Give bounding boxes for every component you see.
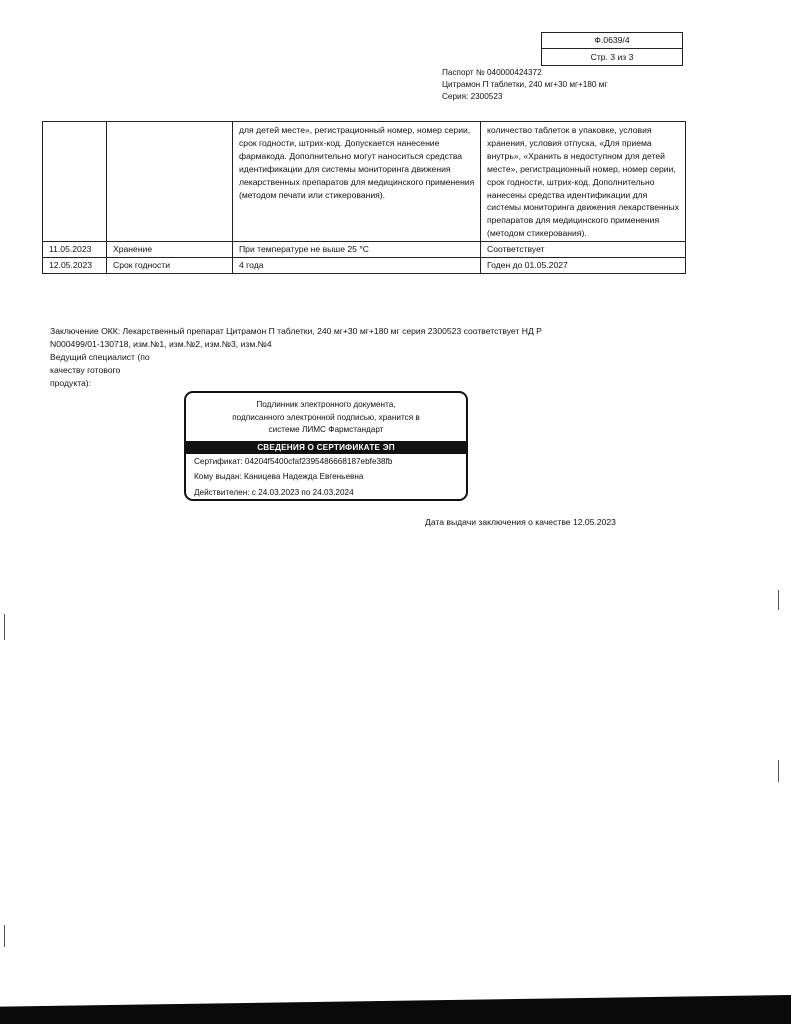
stamp-certificate: Сертификат: 04204f5400cfaf2395486668187ebfe38fb [194,456,393,466]
requirement-cell: для детей месте», регистрационный номер, номер серии, срок годности, штрих-код. Допускается нанесение фармакода. Дополнительно могут наноситься средства идентификации для системы мониторинга движения лекарственных препаратов для медицинского применения (методом печати или стикерования). [233,122,481,242]
scan-artifact [4,614,5,640]
page-number: Стр. 3 из 3 [590,52,634,62]
series-number: Серия: 2300523 [442,92,503,101]
form-code-box [541,32,683,66]
electronic-signature-stamp [184,391,468,501]
lead-specialist-label: Ведущий специалист (по качеству готового продукта): [50,352,150,388]
parameter-cell [107,122,233,242]
table-row [43,242,686,258]
parameter-cell: Хранение [107,242,233,258]
stamp-validity: Действителен: с 24.03.2023 по 24.03.2024 [194,487,354,497]
parameter-cell: Срок годности [107,258,233,274]
result-cell: Соответствует [481,242,686,258]
requirement-cell: При температуре не выше 25 °С [233,242,481,258]
passport-number: Паспорт № 040000424372 [442,68,542,77]
stamp-title: СВЕДЕНИЯ О СЕРТИФИКАТЕ ЭП [186,441,466,454]
quality-table [42,121,686,274]
scan-artifact [4,925,5,947]
scan-artifact [778,590,779,610]
scan-edge-bar [0,995,791,1024]
table-row [43,122,686,242]
table-row [43,258,686,274]
date-cell: 11.05.2023 [43,242,107,258]
qc-conclusion: Заключение ОКК: Лекарственный препарат Цитрамон П таблетки, 240 мг+30 мг+180 мг серия 2300523 соответствует НД Р N000499/01-130718, изм.№1, изм.№2, изм.№3, изм.№4 [50,326,542,349]
result-cell: количество таблеток в упаковке, условия хранения, условия отпуска, «Для приема внутрь», «Хранить в недоступном для детей месте», регистрационный номер, номер серии, срок годности, штрих-код. Дополнительно нанесены средства идентификации для системы мониторинга движения лекарственных препаратов для медицинского применения (методом стикерования). [481,122,686,242]
result-cell: Годен до 01.05.2027 [481,258,686,274]
passport-block [442,67,607,103]
requirement-cell: 4 года [233,258,481,274]
date-cell: 12.05.2023 [43,258,107,274]
product-name: Цитрамон П таблетки, 240 мг+30 мг+180 мг [442,80,608,89]
scan-artifact [778,760,779,782]
stamp-original-note: Подлинник электронного документа, подписанного электронной подписью, хранится в системе ЛИМС Фармстандарт [232,400,420,434]
form-code: Ф.0639/4 [542,33,682,49]
date-cell [43,122,107,242]
issue-date: Дата выдачи заключения о качестве 12.05.2023 [425,517,616,527]
stamp-issued-to: Кому выдан: Каницева Надежда Евгеньевна [194,472,364,481]
